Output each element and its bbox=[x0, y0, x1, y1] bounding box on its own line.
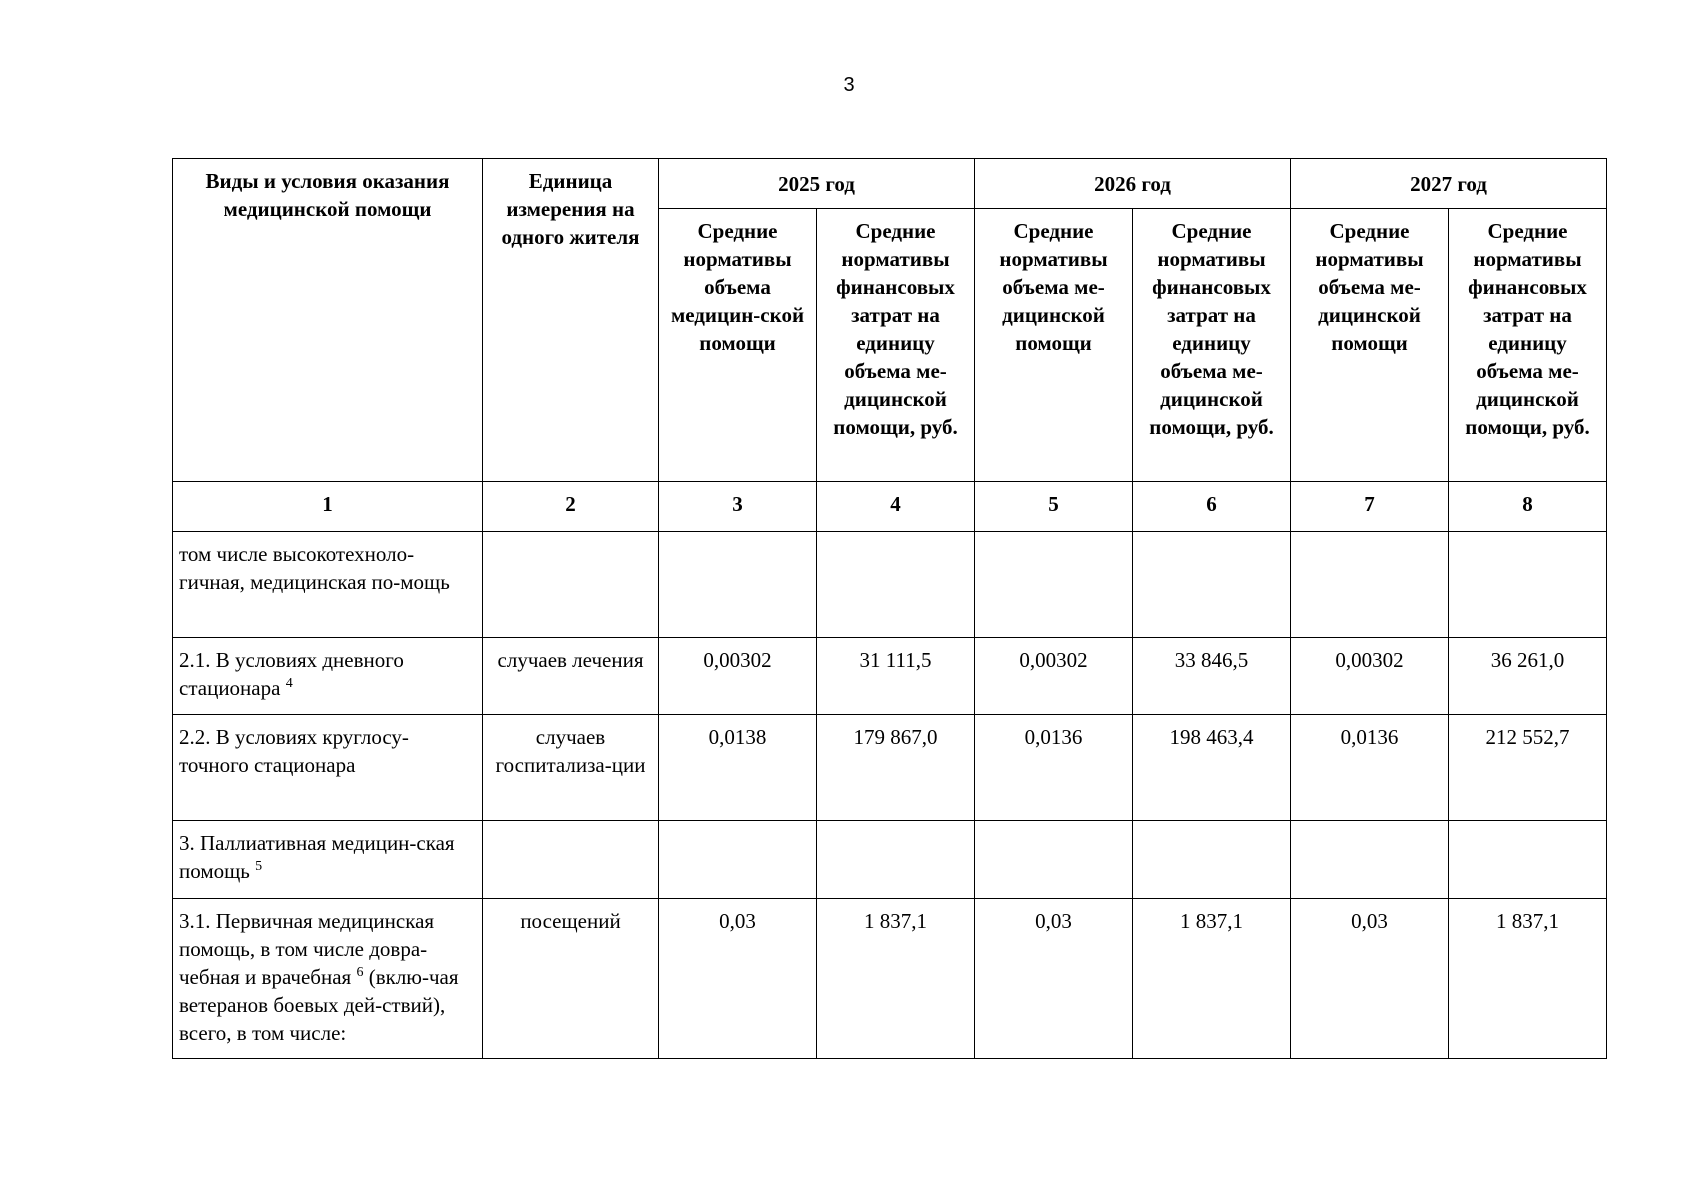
cell-volume-2027 bbox=[1291, 532, 1449, 638]
column-number: 7 bbox=[1291, 482, 1449, 532]
row-label: том числе высокотехноло-гичная, медицинская по-мощь bbox=[173, 532, 483, 638]
cell-volume-2025 bbox=[659, 821, 817, 899]
row-label: 3.1. Первичная медицинская помощь, в том числе довра-чебная и врачебная $^6$ (вклю-чая ветеранов боевых дей-ствий), всего, в том числе: bbox=[173, 899, 483, 1059]
cell-cost-2026 bbox=[1133, 532, 1291, 638]
cell-cost-2027: 212 552,7 bbox=[1449, 715, 1607, 821]
header-cost-2025: Средние нормативы финансовых затрат на единицу объема ме-дицинской помощи, руб. bbox=[817, 209, 975, 482]
header-row-years bbox=[173, 159, 1607, 209]
header-year-2026: 2026 год bbox=[975, 159, 1291, 209]
norms-table bbox=[172, 158, 1607, 1059]
header-unit: Единица измерения на одного жителя bbox=[483, 159, 659, 482]
cell-volume-2026: 0,0136 bbox=[975, 715, 1133, 821]
table-row bbox=[173, 821, 1607, 899]
table-row bbox=[173, 899, 1607, 1059]
column-number: 4 bbox=[817, 482, 975, 532]
row-label: 2.1. В условиях дневного стационара $^4$ bbox=[173, 638, 483, 715]
row-unit bbox=[483, 532, 659, 638]
row-label: 3. Паллиативная медицин-ская помощь $^5$ bbox=[173, 821, 483, 899]
footnote-mark: 4 bbox=[285, 676, 293, 691]
cell-cost-2025: 31 111,5 bbox=[817, 638, 975, 715]
header-volume-2025: Средние нормативы объема медицин-ской помощи bbox=[659, 209, 817, 482]
cell-volume-2026 bbox=[975, 821, 1133, 899]
cell-volume-2025: 0,0138 bbox=[659, 715, 817, 821]
column-number-row bbox=[173, 482, 1607, 532]
column-number: 8 bbox=[1449, 482, 1607, 532]
column-number: 5 bbox=[975, 482, 1133, 532]
cell-volume-2026: 0,03 bbox=[975, 899, 1133, 1059]
cell-volume-2027 bbox=[1291, 821, 1449, 899]
header-care-types: Виды и условия оказания медицинской помощи bbox=[173, 159, 483, 482]
cell-cost-2025: 179 867,0 bbox=[817, 715, 975, 821]
row-unit bbox=[483, 821, 659, 899]
cell-volume-2025: 0,00302 bbox=[659, 638, 817, 715]
cell-volume-2026: 0,00302 bbox=[975, 638, 1133, 715]
row-unit: случаев госпитализа-ции bbox=[483, 715, 659, 821]
header-year-2027: 2027 год bbox=[1291, 159, 1607, 209]
cell-cost-2027: 1 837,1 bbox=[1449, 899, 1607, 1059]
table-row bbox=[173, 532, 1607, 638]
table-row bbox=[173, 638, 1607, 715]
cell-volume-2025: 0,03 bbox=[659, 899, 817, 1059]
column-number: 3 bbox=[659, 482, 817, 532]
cell-cost-2026: 1 837,1 bbox=[1133, 899, 1291, 1059]
cell-cost-2027 bbox=[1449, 821, 1607, 899]
cell-cost-2026 bbox=[1133, 821, 1291, 899]
cell-cost-2025 bbox=[817, 821, 975, 899]
cell-volume-2025 bbox=[659, 532, 817, 638]
cell-cost-2026: 198 463,4 bbox=[1133, 715, 1291, 821]
cell-cost-2026: 33 846,5 bbox=[1133, 638, 1291, 715]
cell-cost-2027: 36 261,0 bbox=[1449, 638, 1607, 715]
cell-volume-2027: 0,0136 bbox=[1291, 715, 1449, 821]
cell-volume-2027: 0,03 bbox=[1291, 899, 1449, 1059]
header-volume-2027: Средние нормативы объема ме-дицинской помощи bbox=[1291, 209, 1449, 482]
row-label: 2.2. В условиях круглосу-точного стационара bbox=[173, 715, 483, 821]
header-year-2025: 2025 год bbox=[659, 159, 975, 209]
cell-cost-2025: 1 837,1 bbox=[817, 899, 975, 1059]
column-number: 6 bbox=[1133, 482, 1291, 532]
row-unit: случаев лечения bbox=[483, 638, 659, 715]
header-cost-2026: Средние нормативы финансовых затрат на единицу объема ме-дицинской помощи, руб. bbox=[1133, 209, 1291, 482]
cell-volume-2027: 0,00302 bbox=[1291, 638, 1449, 715]
table-row bbox=[173, 715, 1607, 821]
row-unit: посещений bbox=[483, 899, 659, 1059]
header-cost-2027: Средние нормативы финансовых затрат на единицу объема ме-дицинской помощи, руб. bbox=[1449, 209, 1607, 482]
page-number: 3 bbox=[843, 74, 855, 96]
footnote-mark: 5 bbox=[255, 859, 263, 874]
footnote-mark: 6 bbox=[356, 965, 364, 980]
header-volume-2026: Средние нормативы объема ме-дицинской помощи bbox=[975, 209, 1133, 482]
column-number: 1 bbox=[173, 482, 483, 532]
cell-cost-2025 bbox=[817, 532, 975, 638]
column-number: 2 bbox=[483, 482, 659, 532]
cell-volume-2026 bbox=[975, 532, 1133, 638]
cell-cost-2027 bbox=[1449, 532, 1607, 638]
